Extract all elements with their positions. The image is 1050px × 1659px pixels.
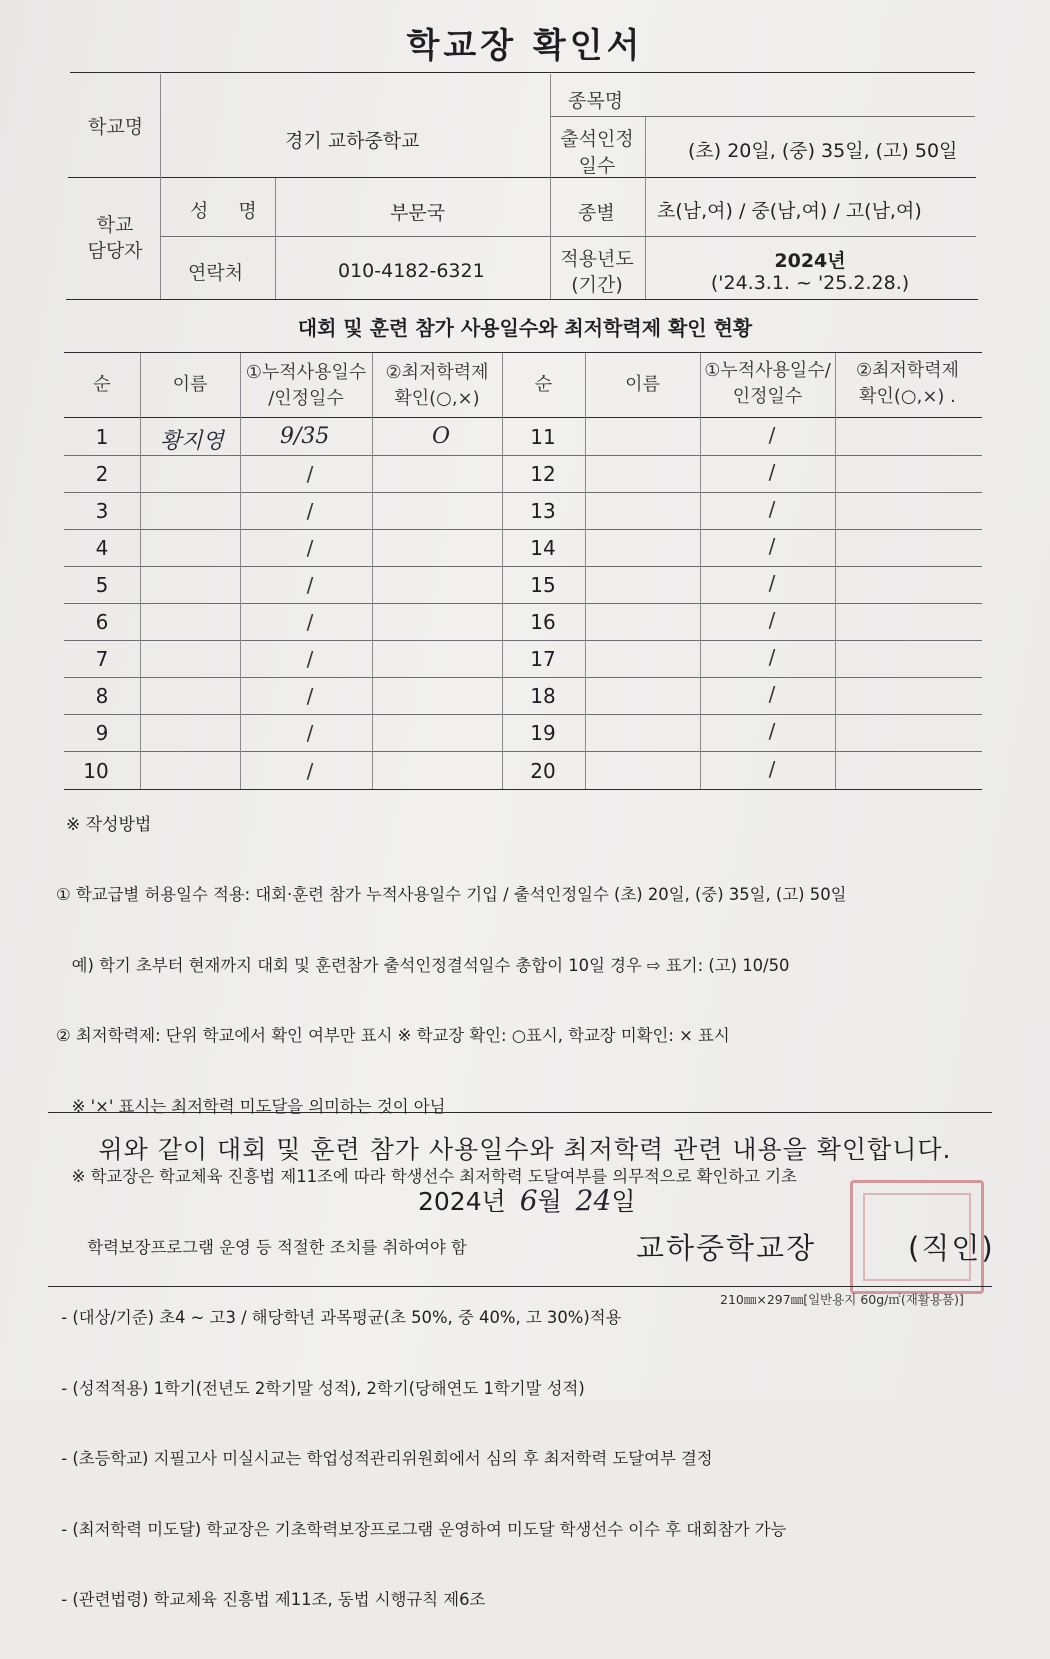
manager-name-label: 성 명 — [190, 200, 269, 222]
row-number-right: 13 — [530, 499, 556, 523]
rule-sport — [550, 116, 975, 117]
contact-value: 010-4182-6321 — [338, 260, 485, 282]
seal-label: (직인) — [908, 1231, 995, 1265]
table-row-rule — [64, 566, 982, 567]
year-value: 2024년 — [774, 250, 846, 272]
divider-mid — [550, 74, 551, 299]
divider-manager — [275, 178, 276, 299]
header-days: ①누적사용일수 /인정일수 — [245, 362, 367, 409]
divider-label — [160, 74, 161, 299]
signed-date — [418, 1182, 635, 1218]
days-slash: / — [306, 499, 314, 523]
days-slash: / — [306, 573, 314, 597]
table-row-rule — [64, 640, 982, 641]
header-check: ②최저학력제 확인(○,×) — [385, 362, 489, 409]
rule-footer — [48, 1286, 992, 1287]
note-line: ※ 학교장은 학교체육 진흥법 제11조에 따라 학생선수 최저학력 도달여부를 의무적으로 확인하고 기초 — [56, 1167, 797, 1186]
days-slash-right: / — [768, 645, 776, 669]
row-number-right: 18 — [530, 684, 556, 708]
row-number-right: 11 — [530, 425, 556, 449]
header-name: 이름 — [172, 374, 208, 395]
date-day: 24 — [575, 1184, 612, 1217]
period-value: ('24.3.1. ~ '25.2.28.) — [710, 272, 910, 294]
rule-school — [68, 177, 976, 178]
col-divider — [835, 353, 836, 789]
table-row-rule — [64, 714, 982, 715]
table-rule-top — [64, 352, 982, 353]
note-line: ※ '×' 표시는 최저학력 미도달을 의미하는 것이 아님 — [56, 1096, 446, 1116]
row-number-right: 16 — [530, 610, 556, 634]
attendance-value: (초) 20일, (중) 35일, (고) 50일 — [688, 140, 958, 162]
days-slash-right: / — [768, 534, 776, 558]
table-rule-header — [64, 417, 982, 418]
rule-top — [70, 72, 975, 73]
date-month: 6 — [519, 1184, 538, 1217]
signer-title: 교하중학교장 — [636, 1231, 817, 1265]
col-divider — [240, 353, 241, 789]
table-row-rule — [64, 751, 982, 752]
sport-label: 종목명 — [568, 90, 624, 112]
row-number-right: 14 — [530, 536, 556, 560]
row-number: 3 — [95, 499, 109, 523]
row-number-right: 17 — [530, 647, 556, 671]
days-slash-right: / — [768, 497, 776, 521]
days-slash: / — [306, 610, 314, 634]
check-value: O — [432, 424, 451, 449]
manager-label: 학교 담당자 — [87, 214, 143, 262]
school-name-value: 경기 교하중학교 — [285, 130, 420, 152]
row-number-right: 20 — [530, 759, 556, 783]
attendance-label: 출석인정 일수 — [560, 128, 634, 177]
header-check-right: ②최저학력제 확인(○,×) . — [855, 360, 960, 407]
row-number: 8 — [95, 684, 109, 708]
days-slash-right: / — [768, 719, 776, 743]
col-divider — [140, 353, 141, 789]
row-number: 7 — [95, 647, 109, 671]
row-number-right: 19 — [530, 721, 556, 745]
rule-notes-bottom — [48, 1112, 992, 1113]
col-divider — [585, 353, 586, 789]
table-row-rule — [64, 603, 982, 604]
row-number: 10 — [83, 759, 109, 783]
section-title: 대회 및 훈련 참가 사용일수와 최저학력제 확인 현황 — [297, 316, 753, 340]
note-line: 예) 학기 초부터 현재까지 대회 및 훈련참가 출석인정결석일수 총합이 10일 경우 ⇨ 표기: (고) 10/50 — [56, 955, 790, 975]
rule-info-bottom — [66, 299, 978, 300]
paper-spec-footer: 210㎜×297㎜[일반용지 60g/㎡(재활용품)] — [720, 1292, 964, 1307]
table-row-rule — [64, 455, 982, 456]
days-slash: / — [306, 462, 314, 486]
confirmation-text: 위와 같이 대회 및 훈련 참가 사용일수와 최저학력 관련 내용을 확인합니다. — [98, 1135, 952, 1164]
table-row-rule — [64, 529, 982, 530]
note-line: - (성적적용) 1학기(전년도 2학기말 성적), 2학기(당해연도 1학기말 성적) — [56, 1378, 585, 1398]
days-slash: / — [306, 536, 314, 560]
type-label: 종별 — [578, 202, 615, 224]
manager-name-value: 부문국 — [390, 202, 446, 224]
header-no-right: 순 — [534, 374, 553, 395]
note-line: - (초등학교) 지필고사 미실시교는 학업성적관리위원회에서 심의 후 최저학력 도달여부 결정 — [56, 1449, 713, 1468]
col-divider — [502, 353, 503, 789]
header-name-right: 이름 — [625, 374, 660, 395]
date-day-unit: 일 — [611, 1187, 636, 1216]
note-line: ② 최저학력제: 단위 학교에서 확인 여부만 표시 ※ 학교장 확인: ○표시, 학교장 미확인: × 표시 — [56, 1026, 730, 1045]
date-year: 2024년 — [418, 1187, 506, 1216]
divider-right — [645, 117, 646, 299]
note-line: - (관련법령) 학교체육 진흥법 제11조, 동법 시행규칙 제6조 — [56, 1590, 486, 1609]
col-divider — [700, 353, 701, 789]
row-number-right: 12 — [530, 462, 556, 486]
header-days-right: ①누적사용일수/ 인정일수 — [704, 360, 831, 407]
note-line: ① 학교급별 허용일수 적용: 대회·훈련 참가 누적사용일수 기입 / 출석인정일수 (초) 20일, (중) 35일, (고) 50일 — [56, 885, 847, 904]
note-line: 학력보장프로그램 운영 등 적절한 조치를 취하여야 함 — [56, 1237, 467, 1257]
note-line: - (최저학력 미도달) 학교장은 기초학력보장프로그램 운영하여 미도달 학생선수 이수 후 대회참가 가능 — [56, 1519, 787, 1539]
notes-heading: ※ 작성방법 — [66, 815, 152, 835]
days-slash: / — [306, 684, 314, 708]
row-number: 1 — [95, 425, 109, 449]
col-divider — [372, 353, 373, 789]
student-name: 황지영 — [160, 429, 224, 454]
school-name-label: 학교명 — [88, 116, 144, 138]
type-value: 초(남,여) / 중(남,여) / 고(남,여) — [657, 200, 922, 222]
days-slash-right: / — [768, 757, 776, 781]
row-number: 4 — [95, 536, 109, 560]
days-slash-right: / — [768, 423, 776, 447]
date-month-unit: 월 — [537, 1187, 562, 1216]
table-row-rule — [64, 492, 982, 493]
document-title: 학교장 확인서 — [406, 26, 644, 66]
row-number: 6 — [95, 610, 109, 634]
table-rule-bottom — [64, 789, 982, 790]
days-slash: / — [306, 721, 314, 745]
days-slash-right: / — [768, 571, 776, 595]
header-no: 순 — [93, 374, 111, 395]
days-slash-right: / — [768, 682, 776, 706]
days-slash-right: / — [768, 608, 776, 632]
days-slash-right: / — [768, 460, 776, 484]
row-number: 9 — [95, 721, 109, 745]
days-value: 9/35 — [280, 424, 330, 449]
table-row-rule — [64, 677, 982, 678]
rule-manager-mid — [160, 236, 976, 237]
year-label: 적용년도 (기간) — [560, 248, 634, 296]
row-number: 2 — [95, 462, 109, 486]
note-line: - (대상/기준) 초4 ~ 고3 / 해당학년 과목평균(초 50%, 중 40%, 고 30%)적용 — [56, 1308, 622, 1327]
days-slash: / — [306, 759, 314, 783]
row-number-right: 15 — [530, 573, 556, 597]
contact-label: 연락처 — [188, 262, 244, 284]
row-number: 5 — [95, 573, 109, 597]
days-slash: / — [306, 647, 314, 671]
